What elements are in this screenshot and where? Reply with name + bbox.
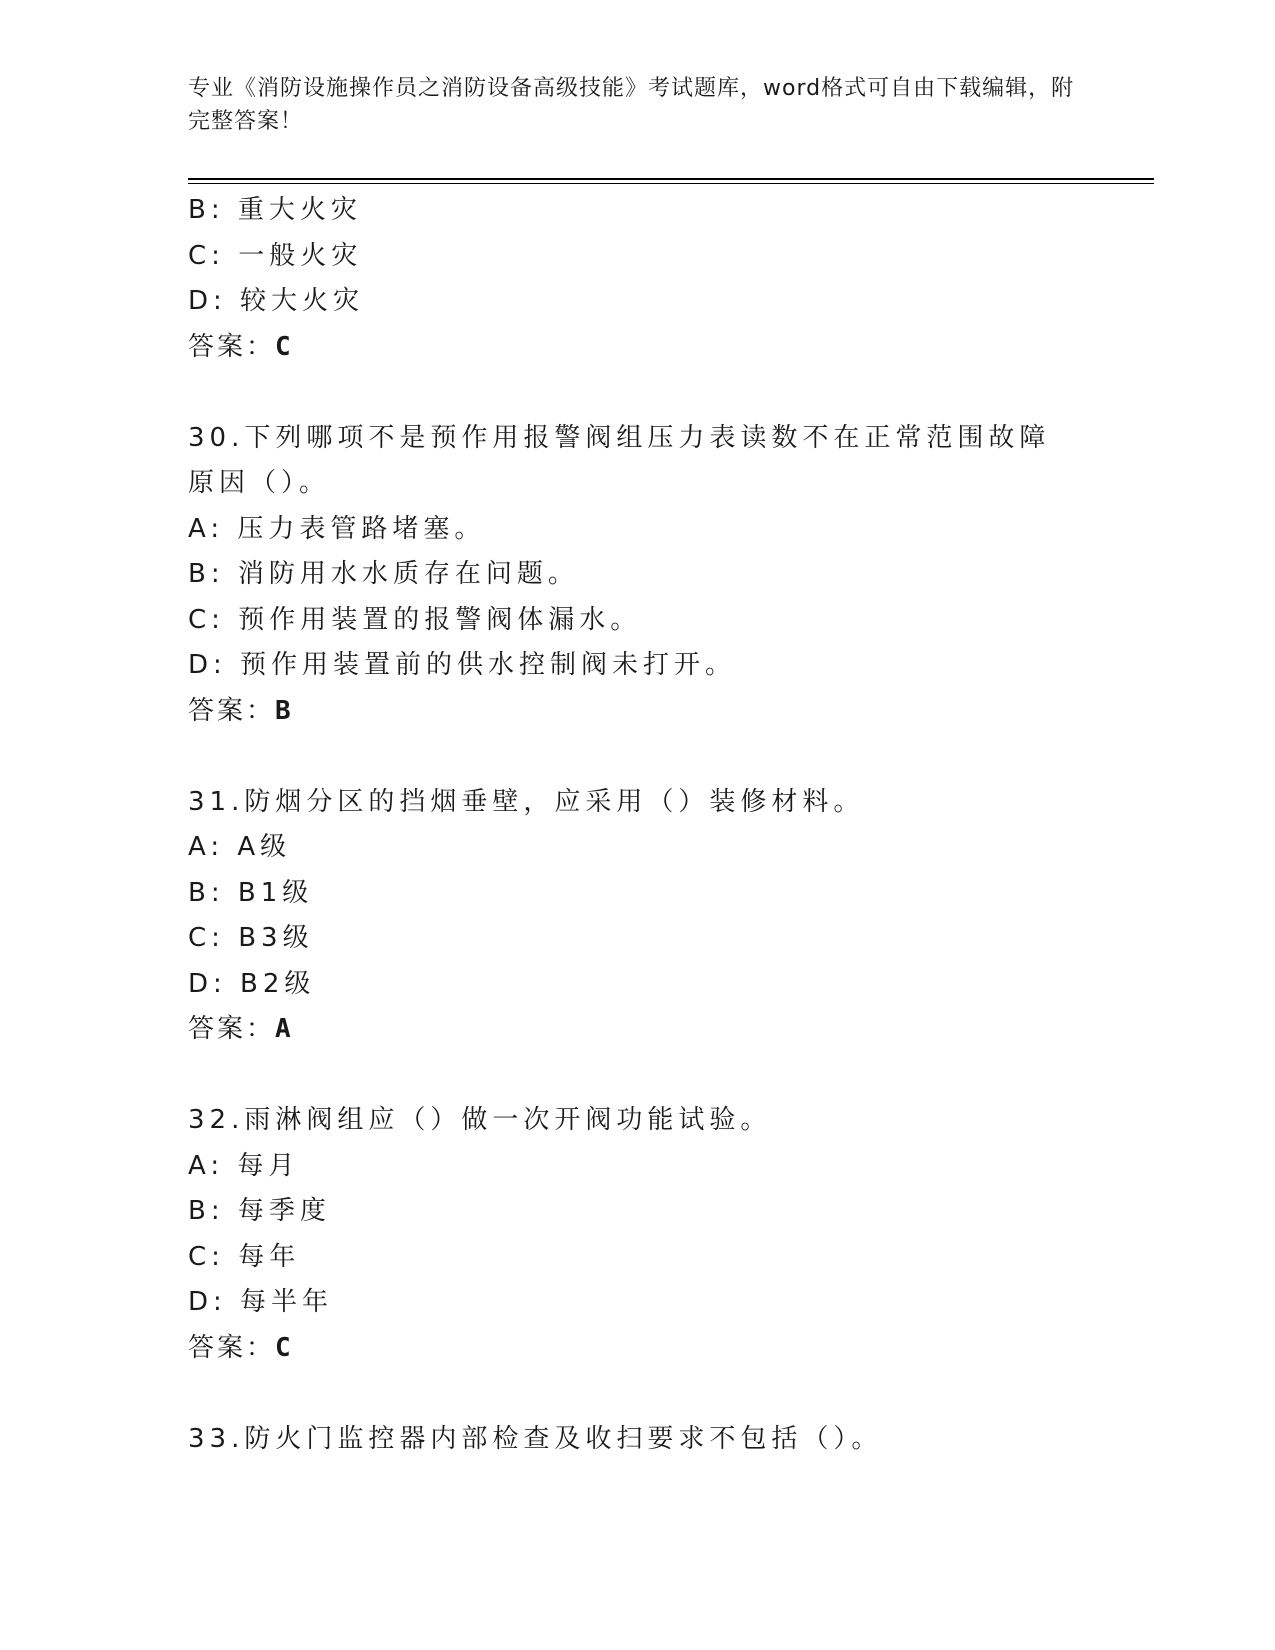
header-divider-thin: [188, 183, 1154, 184]
option-b: [188, 188, 1088, 234]
option-letter: A:: [188, 1150, 225, 1181]
option-letter: D:: [188, 1287, 227, 1317]
option-d: [188, 279, 1088, 325]
question-33: [188, 1417, 1088, 1463]
option-letter: B:: [188, 195, 225, 225]
option-text: B2级: [240, 968, 316, 999]
option-d: [188, 962, 1088, 1008]
option-text: 预作用装置前的供水控制阀未打开。: [240, 650, 737, 680]
option-a: [188, 1144, 1088, 1190]
spacer: [188, 734, 1088, 780]
option-text: 预作用装置的报警阀体漏水。: [238, 604, 642, 635]
answer-line: [188, 325, 1088, 371]
option-letter: D:: [188, 286, 227, 316]
answer-label: 答案：: [188, 1014, 276, 1044]
option-letter: A:: [188, 832, 225, 862]
option-a: [188, 825, 1088, 871]
answer-line: [188, 1326, 1088, 1372]
option-letter: D:: [188, 650, 227, 680]
option-text: A级: [237, 832, 292, 862]
question-32: [188, 1098, 1088, 1371]
option-text: 压力表管路堵塞。: [237, 513, 486, 544]
answer-value: B: [275, 695, 293, 726]
option-text: B1级: [237, 877, 314, 908]
option-letter: C:: [188, 604, 225, 635]
header-divider-thick: [188, 178, 1154, 180]
option-text: 消防用水水质存在问题。: [237, 559, 579, 589]
answer-line: [188, 1007, 1088, 1053]
option-letter: C:: [188, 1241, 225, 1272]
option-b: [188, 871, 1088, 917]
answer-label: 答案：: [188, 695, 276, 726]
question-stem: 32.雨淋阀组应（）做一次开阀功能试验。: [188, 1105, 772, 1135]
question-29-tail: [188, 188, 1088, 370]
question-stem: 31.防烟分区的挡烟垂壁，应采用（）装修材料。: [188, 786, 865, 817]
option-a: [188, 507, 1088, 553]
question-31: [188, 780, 1088, 1053]
option-letter: B:: [188, 877, 225, 908]
option-b: [188, 552, 1088, 598]
spacer: [188, 1053, 1088, 1099]
option-letter: C:: [188, 923, 225, 953]
option-text: 一般火灾: [238, 240, 363, 271]
option-c: [188, 234, 1088, 280]
answer-line: [188, 689, 1088, 735]
option-d: [188, 1280, 1088, 1326]
option-letter: B:: [188, 1196, 225, 1226]
spacer: [188, 370, 1088, 416]
question-30: [188, 416, 1088, 735]
option-text: 每季度: [237, 1196, 331, 1226]
option-letter: B:: [188, 559, 225, 589]
option-text: 较大火灾: [240, 286, 365, 316]
answer-label: 答案：: [188, 1332, 276, 1363]
answer-value: A: [275, 1014, 293, 1044]
option-c: [188, 916, 1088, 962]
question-stem: 30.下列哪项不是预作用报警阀组压力表读数不在正常范围故障原因（）。: [188, 422, 1051, 498]
option-text: 每半年: [240, 1287, 334, 1317]
question-list: [188, 188, 1088, 1462]
answer-label: 答案：: [188, 331, 276, 362]
option-c: [188, 1235, 1088, 1281]
option-text: B3级: [238, 923, 314, 953]
option-letter: D:: [188, 968, 227, 999]
option-d: [188, 643, 1088, 689]
answer-value: C: [275, 1332, 293, 1363]
answer-value: C: [275, 331, 293, 362]
option-text: 每月: [237, 1150, 300, 1181]
option-b: [188, 1189, 1088, 1235]
option-text: 每年: [238, 1241, 301, 1272]
question-stem: 33.防火门监控器内部检查及收扫要求不包括（）。: [188, 1423, 883, 1454]
option-letter: C:: [188, 240, 225, 271]
option-c: [188, 598, 1088, 644]
document-header: 专业《消防设施操作员之消防设备高级技能》考试题库，word格式可自由下载编辑，附完整答案！: [188, 76, 1075, 134]
spacer: [188, 1371, 1088, 1417]
option-text: 重大火灾: [237, 195, 362, 225]
option-letter: A:: [188, 513, 225, 544]
